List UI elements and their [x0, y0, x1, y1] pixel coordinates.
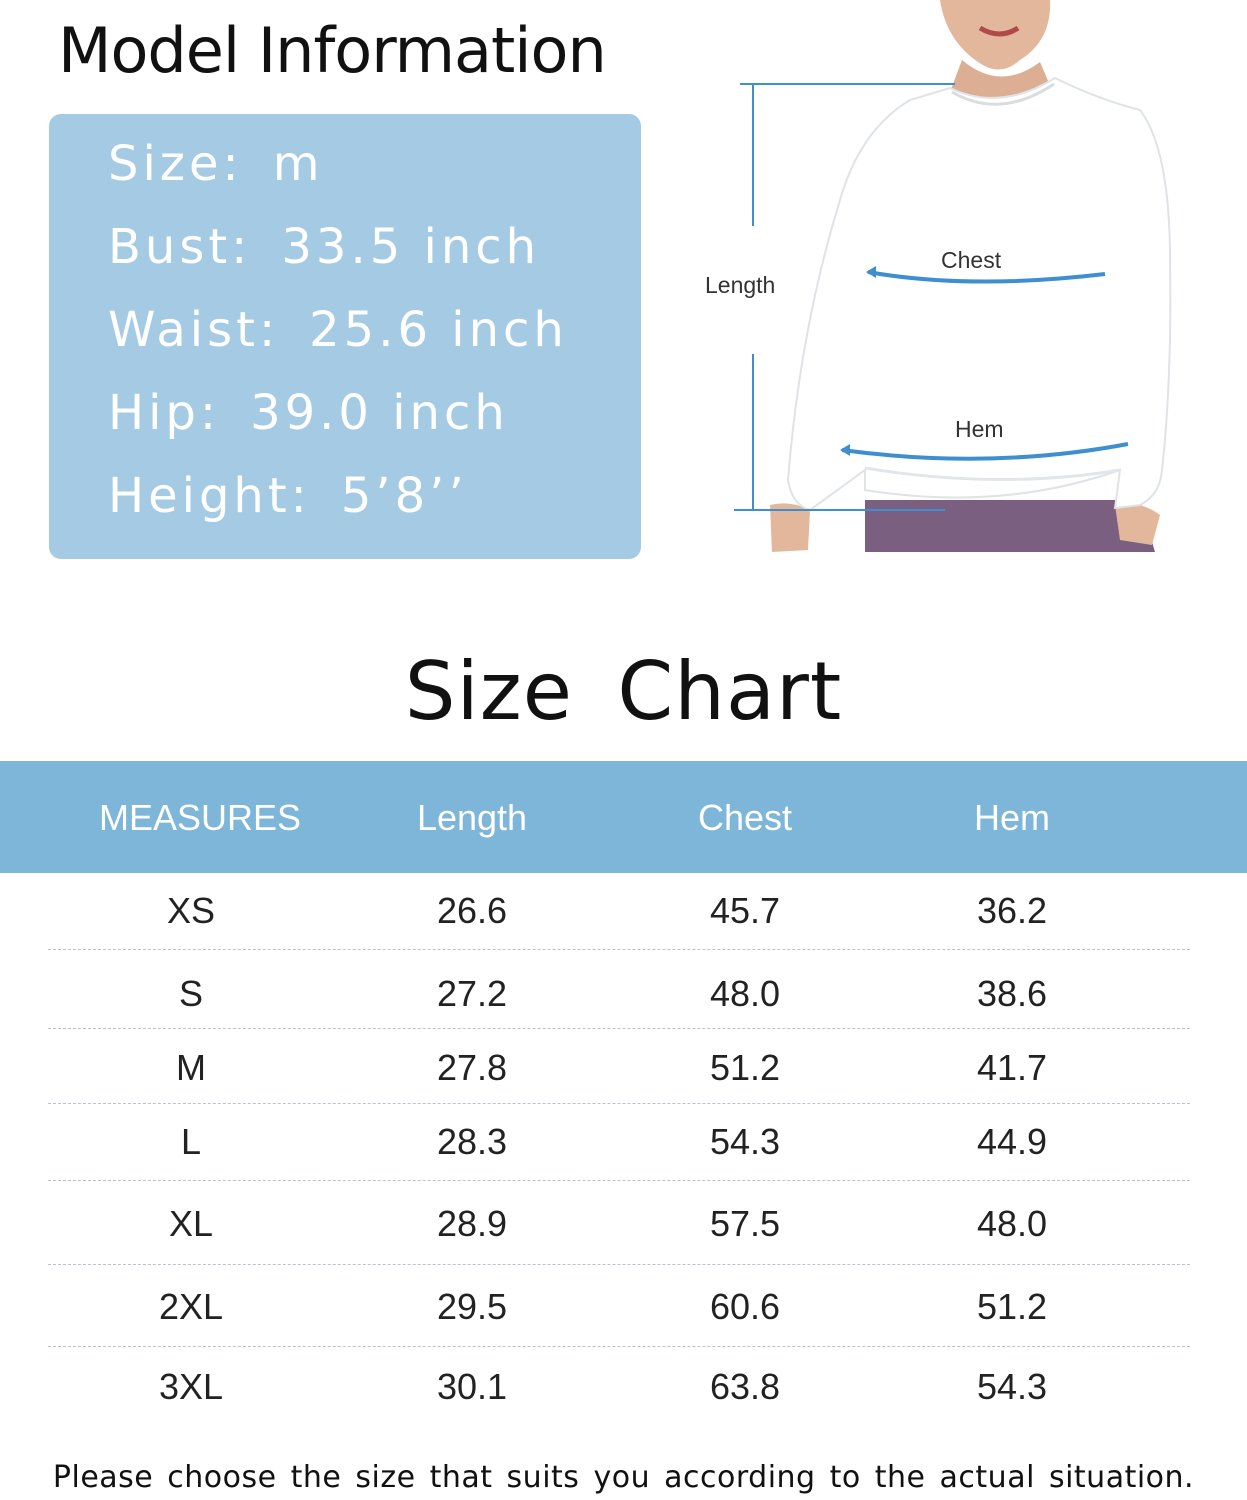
chest-cell: 57.5 — [709, 1203, 781, 1244]
row-divider — [48, 1103, 1190, 1104]
size-cell: 3XL — [158, 1366, 224, 1407]
model-size-row — [108, 136, 323, 192]
hem-cell: 38.6 — [976, 973, 1048, 1014]
length-cell: 27.2 — [436, 973, 508, 1014]
length-cell: 26.6 — [436, 890, 508, 931]
model-information-title: Model Information — [58, 14, 606, 87]
length-cell: 29.5 — [436, 1286, 508, 1327]
chest-label: Chest — [941, 247, 1002, 273]
size-cell: L — [180, 1121, 202, 1162]
table-row — [0, 890, 1247, 930]
model-height-label: Height: — [108, 468, 311, 524]
table-row — [0, 1121, 1247, 1161]
chest-cell: 45.7 — [709, 890, 781, 931]
hem-cell: 54.3 — [976, 1366, 1048, 1407]
length-cell: 28.9 — [436, 1203, 508, 1244]
header-measures: MEASURES — [98, 797, 302, 838]
length-cell: 30.1 — [436, 1366, 508, 1407]
chest-cell: 51.2 — [709, 1047, 781, 1088]
header-hem: Hem — [973, 797, 1050, 838]
model-hip-label: Hip: — [108, 385, 221, 441]
chest-cell: 60.6 — [709, 1286, 781, 1327]
row-divider — [48, 1180, 1190, 1181]
hem-cell: 51.2 — [976, 1286, 1048, 1327]
model-waist-value: 25.6 inch — [309, 302, 568, 358]
row-divider — [48, 1346, 1190, 1347]
model-information-box — [49, 114, 641, 559]
size-table-header — [0, 761, 1247, 873]
header-length: Length — [416, 797, 528, 838]
size-cell: M — [176, 1047, 206, 1088]
sweater-measurement-figure — [700, 0, 1247, 565]
hem-cell: 48.0 — [976, 1203, 1048, 1244]
pants — [865, 500, 1155, 552]
size-cell: 2XL — [158, 1286, 224, 1327]
row-divider — [48, 949, 1190, 950]
model-bust-label: Bust: — [108, 219, 252, 275]
row-divider — [48, 1028, 1190, 1029]
model-waist-label: Waist: — [108, 302, 280, 358]
table-row — [0, 1286, 1247, 1326]
chest-cell: 63.8 — [709, 1366, 781, 1407]
size-cell: XL — [168, 1203, 214, 1244]
model-height-value: 5’8’’ — [340, 468, 468, 524]
row-divider — [48, 1264, 1190, 1265]
hem-cell: 44.9 — [976, 1121, 1048, 1162]
hem-cell: 41.7 — [976, 1047, 1048, 1088]
length-cell: 28.3 — [436, 1121, 508, 1162]
model-height-row — [108, 468, 468, 524]
table-row — [0, 1047, 1247, 1087]
model-size-label: Size: — [108, 136, 243, 192]
chest-cell: 54.3 — [709, 1121, 781, 1162]
chest-cell: 48.0 — [709, 973, 781, 1014]
model-waist-row — [108, 302, 568, 358]
model-size-value: m — [272, 136, 324, 192]
size-advice-footnote: Please choose the size that suits you according to the actual situation. — [52, 1460, 1195, 1495]
length-cell: 27.8 — [436, 1047, 508, 1088]
size-chart-title: Size Chart — [404, 645, 843, 738]
size-cell: S — [178, 973, 203, 1014]
hem-cell: 36.2 — [976, 890, 1048, 931]
table-row — [0, 973, 1247, 1013]
model-bust-value: 33.5 inch — [281, 219, 541, 275]
hem-label: Hem — [955, 416, 1004, 442]
model-hip-value: 39.0 inch — [250, 385, 509, 441]
table-row — [0, 1203, 1247, 1243]
right-hand — [1115, 504, 1160, 545]
model-hip-row — [108, 385, 509, 441]
length-label: Length — [705, 272, 776, 298]
table-row — [0, 1366, 1247, 1406]
size-cell: XS — [166, 890, 216, 931]
model-bust-row — [108, 219, 540, 275]
header-chest: Chest — [697, 797, 793, 838]
